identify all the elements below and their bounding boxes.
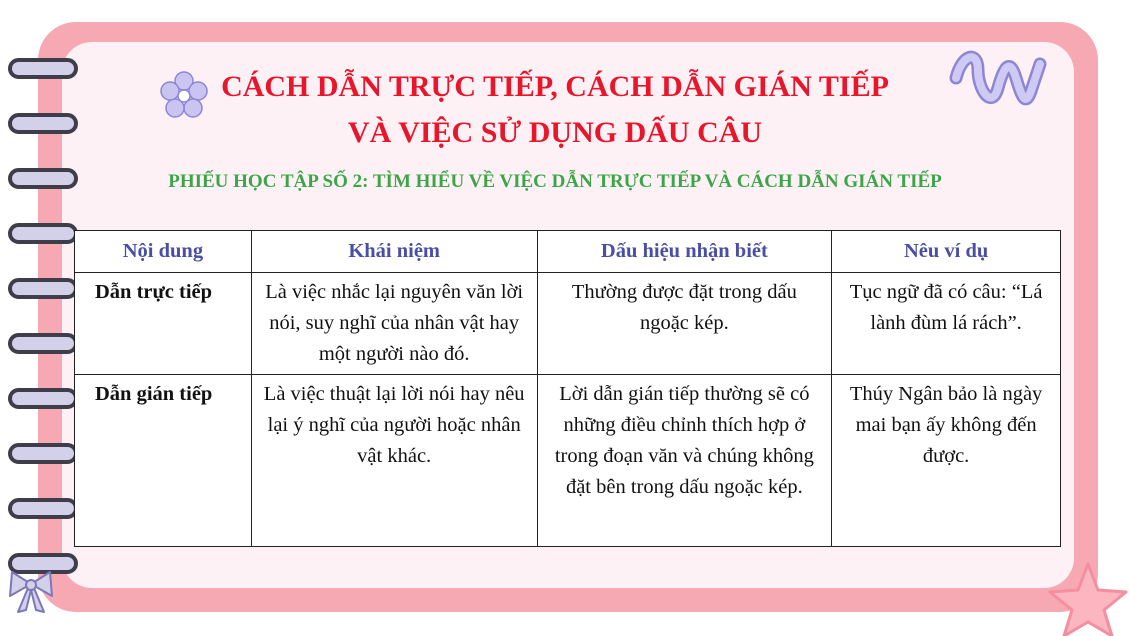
cell-concept: Là việc thuật lại lời nói hay nêu lại ý nghĩ của người hoặc nhân vật khác. — [251, 375, 537, 547]
table-row — [75, 375, 1061, 547]
spiral-ring — [8, 388, 78, 409]
spiral-ring — [8, 333, 78, 354]
row-label-indirect: Dẫn gián tiếp — [75, 375, 252, 547]
star-icon — [1046, 560, 1130, 636]
spiral-ring — [8, 58, 78, 79]
spiral-ring — [8, 278, 78, 299]
comparison-table — [74, 230, 1061, 547]
title-line-1: CÁCH DẪN TRỰC TIẾP, CÁCH DẪN GIÁN TIẾP — [221, 70, 889, 103]
table-header-row — [75, 231, 1061, 273]
cell-example: Thúy Ngân bảo là ngày mai bạn ấy không đến được. — [832, 375, 1061, 547]
cell-sign: Thường được đặt trong dấu ngoặc kép. — [537, 273, 832, 375]
cell-concept: Là việc nhắc lại nguyên văn lời nói, suy nghĩ của nhân vật hay một người nào đó. — [251, 273, 537, 375]
worksheet-subtitle: PHIẾU HỌC TẬP SỐ 2: TÌM HIỂU VỀ VIỆC DẪN TRỰC TIẾP VÀ CÁCH DẪN GIÁN TIẾP — [168, 171, 942, 192]
cell-example: Tục ngữ đã có câu: “Lá lành đùm lá rách”. — [832, 273, 1061, 375]
header-example: Nêu ví dụ — [832, 231, 1061, 273]
table-row — [75, 273, 1061, 375]
spiral-ring — [8, 223, 78, 244]
header-concept: Khái niệm — [251, 231, 537, 273]
row-label-direct: Dẫn trực tiếp — [75, 273, 252, 375]
spiral-ring — [8, 443, 78, 464]
header-signs: Dấu hiệu nhận biết — [537, 231, 832, 273]
header-content: Nội dung — [75, 231, 252, 273]
page-title — [140, 64, 970, 156]
title-line-2: VÀ VIỆC SỬ DỤNG DẤU CÂU — [347, 116, 763, 149]
cell-sign: Lời dẫn gián tiếp thường sẽ có những điều chỉnh thích hợp ở trong đoạn văn và chúng không đặt bên trong dấu ngoặc kép. — [537, 375, 832, 547]
spiral-ring — [8, 113, 78, 134]
spiral-ring — [8, 498, 78, 519]
bow-icon — [6, 566, 56, 616]
spiral-ring — [8, 168, 78, 189]
